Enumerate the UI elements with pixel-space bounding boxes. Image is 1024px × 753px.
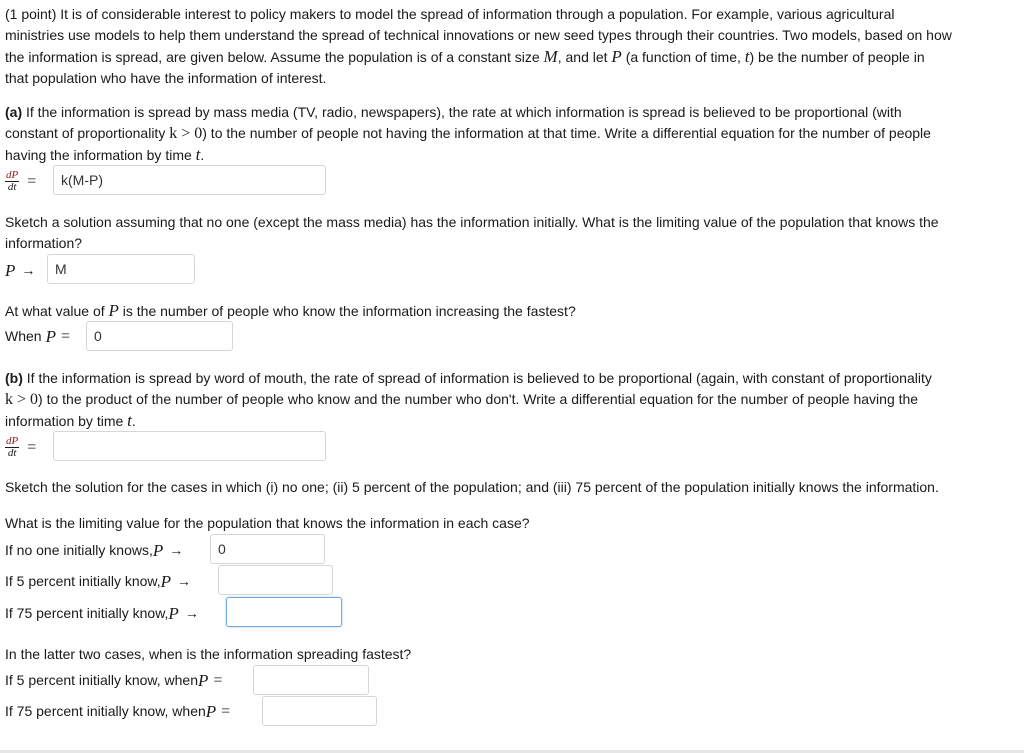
- part-a-sketch-text: Sketch a solution assuming that no one (except the mass media) has the information initially. What is the limiting value of the population that knows the information?: [5, 214, 939, 251]
- part-b-de-row: $\frac{dP}{dt}$ =: [6, 434, 37, 459]
- fast-75-input[interactable]: [262, 696, 377, 726]
- part-a-fastest-question: At what value of P is the number of people who know the information increasing the fastest?: [5, 301, 576, 320]
- case-5-input[interactable]: [218, 565, 333, 595]
- arrow-icon: →: [184, 604, 199, 621]
- part-a-when-input[interactable]: 0: [86, 321, 233, 351]
- part-a-limit-input[interactable]: M: [47, 254, 195, 284]
- part-a-label: (a): [5, 104, 23, 120]
- arrow-icon: →: [177, 572, 192, 589]
- case-none-row: If no one initially knows, P →: [5, 540, 184, 560]
- derivative-dP-dt: $\frac{dP}{dt}$: [6, 168, 19, 193]
- part-b-fastest-question: In the latter two cases, when is the information spreading fastest?: [5, 646, 412, 662]
- points-label: (1 point): [5, 6, 57, 22]
- part-b-sketch-text: Sketch the solution for the cases in which (i) no one; (ii) 5 percent of the population; and (iii) 75 percent of the population initially knows the information.: [5, 479, 939, 495]
- k-condition-b: k > 0: [5, 391, 39, 408]
- part-b-limit-question: What is the limiting value for the population that knows the information in each case?: [5, 515, 530, 531]
- part-a-paragraph: (a) If the information is spread by mass media (TV, radio, newspapers), the rate at which information is spread is believed to be proportional (with constant of proportionality k > 0) to the number of people not having the information at that time. Write a differential equation for the number of people having the information by time t.: [5, 104, 931, 164]
- case-75-input[interactable]: [226, 597, 342, 627]
- derivative-dP-dt-b: $\frac{dP}{dt}$: [6, 434, 19, 459]
- var-P: P: [611, 47, 622, 66]
- part-b-de-input[interactable]: [53, 431, 326, 461]
- fast-5-input[interactable]: [253, 665, 369, 695]
- fast-75-row: If 75 percent initially know, when P =: [5, 701, 231, 721]
- arrow-icon: →: [169, 541, 184, 558]
- case-75-row: If 75 percent initially know, P →: [5, 603, 199, 623]
- part-a-de-row: $\frac{dP}{dt}$ =: [6, 168, 37, 193]
- part-a-limit-row: P →: [5, 260, 36, 280]
- part-a-de-input[interactable]: k(M-P): [53, 165, 326, 195]
- part-a-when-row: When P =: [5, 326, 70, 346]
- var-t: t: [744, 47, 750, 66]
- k-condition: k > 0: [169, 125, 203, 142]
- part-b-paragraph: (b) If the information is spread by word of mouth, the rate of spread of information is believed to be proportional (again, with constant of proportionality k > 0) to the product of the number of people who know and the number who don't. Write a differential equation for the number of people having the information by time t.: [5, 370, 932, 430]
- fast-5-row: If 5 percent initially know, when P =: [5, 670, 223, 690]
- arrow-icon: →: [21, 261, 36, 278]
- intro-paragraph: (1 point) It is of considerable interest to policy makers to model the spread of information through a population. For example, various agricultural ministries use models to help them understand the spread of technical innovations or new seed types through their countries. Two models, based on how the information is spread, are given below. Assume the population is of a constant size M, and let P (a function of time, t) be the number of people in that population who have the information of interest.: [5, 6, 952, 86]
- part-b-label: (b): [5, 370, 23, 386]
- case-none-input[interactable]: 0: [210, 534, 325, 564]
- var-M: M: [543, 47, 558, 66]
- case-5-row: If 5 percent initially know, P →: [5, 571, 192, 591]
